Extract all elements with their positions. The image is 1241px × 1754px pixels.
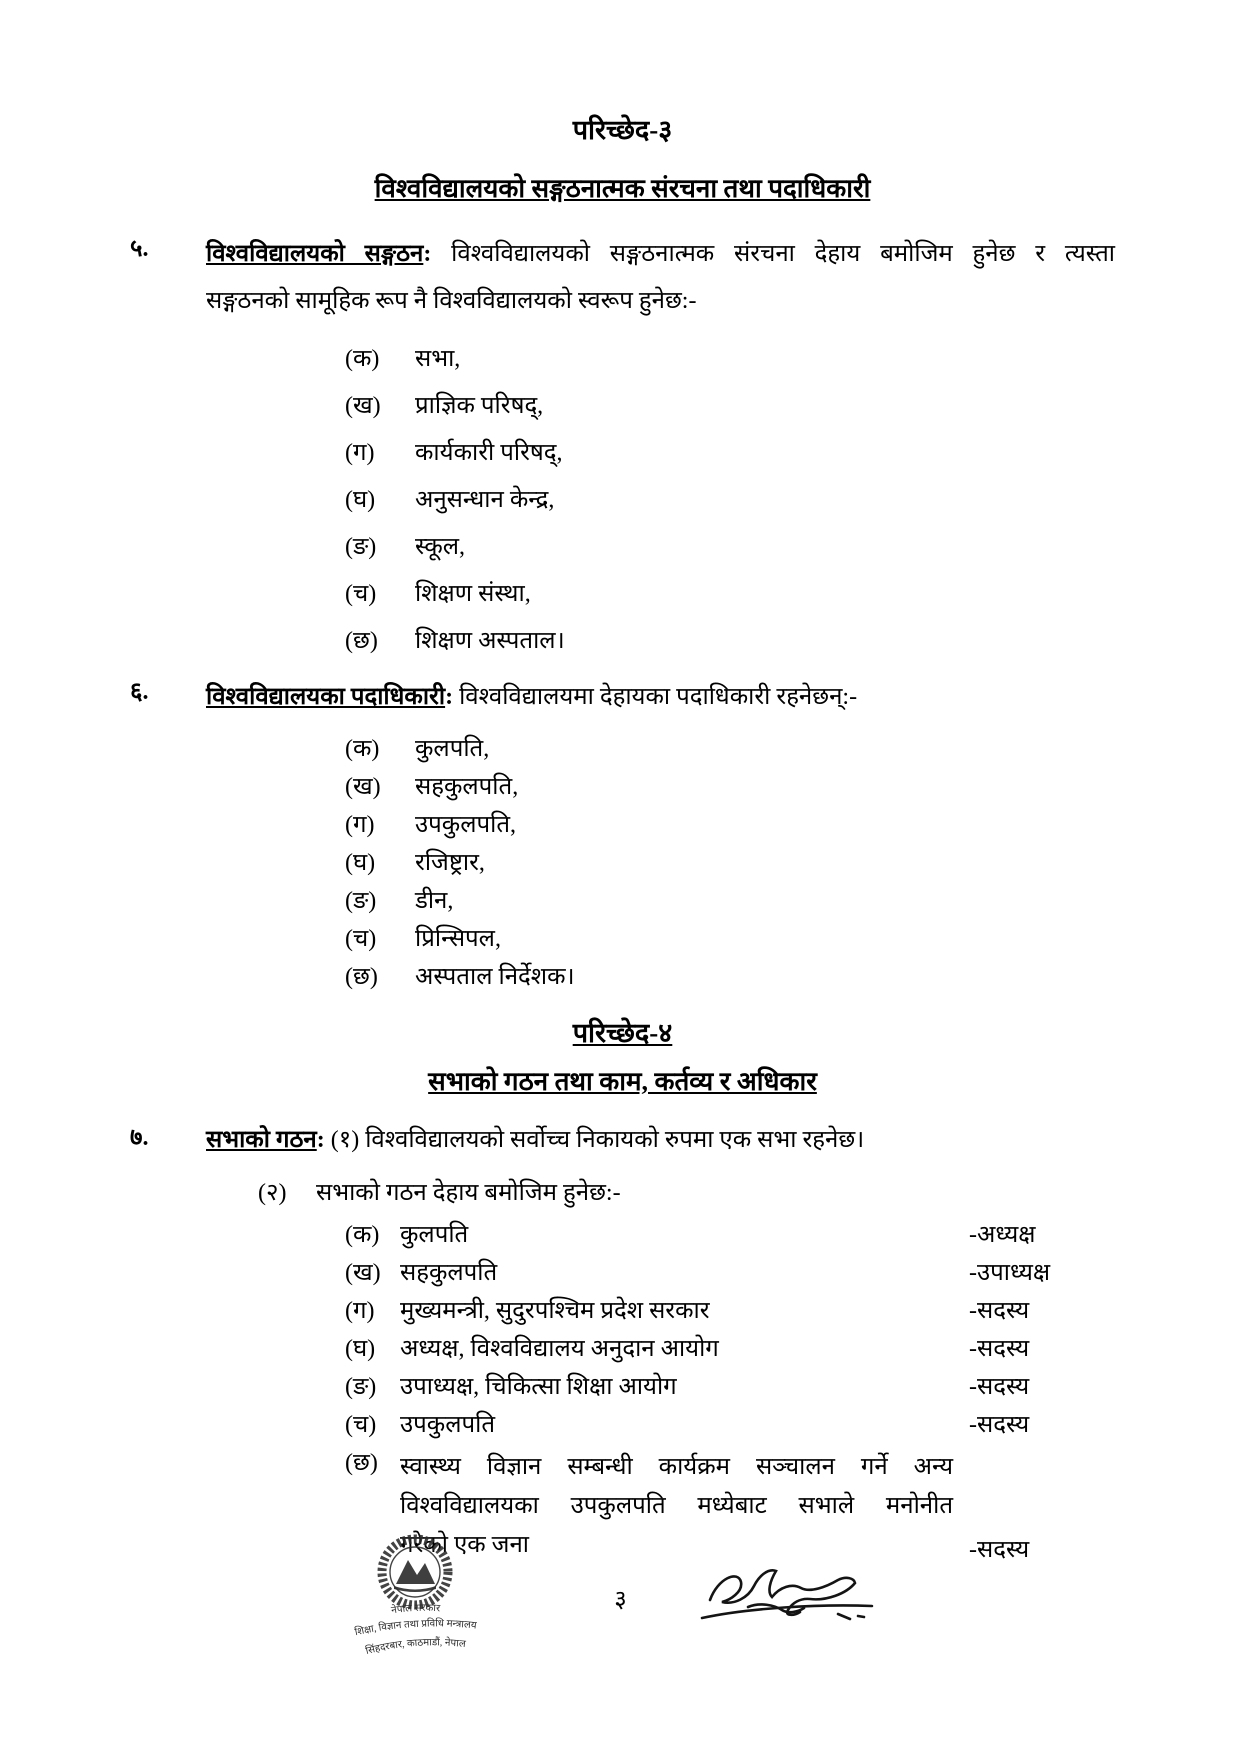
- signature: [688, 1552, 888, 1642]
- list-item-text: प्राज्ञिक परिषद्,: [415, 393, 544, 419]
- section-6-colon: :: [445, 684, 454, 710]
- member-text: उपकुलपति: [400, 1412, 496, 1438]
- member-label: (छ): [345, 1450, 378, 1476]
- svg-text:शिक्षा, विज्ञान तथा प्रविधि मन: [354, 1617, 478, 1638]
- stamp-text-line2: शिक्षा, विज्ञान तथा प्रविधि मन्त्रालय: [353, 1618, 478, 1639]
- section-6: [130, 674, 1115, 721]
- section-5-colon: :: [423, 241, 432, 267]
- list-item-label: (क): [345, 736, 380, 762]
- list-item: [345, 735, 1115, 763]
- member-row: [345, 1220, 1115, 1250]
- member-role: -अध्यक्ष: [969, 1222, 1036, 1248]
- chapter3-title: परिच्छेद-३: [572, 115, 673, 145]
- section-7-heading: सभाको गठन: [206, 1127, 317, 1153]
- member-role: -सदस्य: [969, 1298, 1030, 1324]
- list-item-text: शिक्षण संस्था,: [415, 581, 531, 607]
- list-item-label: (घ): [345, 850, 376, 876]
- list-item: [345, 773, 1115, 801]
- section-7-clause2: [258, 1178, 1115, 1208]
- list-item-text: सभा,: [415, 346, 461, 372]
- member-text: कुलपति: [400, 1222, 469, 1248]
- list-item-text: स्कूल,: [415, 534, 466, 560]
- section-6-list: [345, 735, 1115, 991]
- section-5-line2: सङ्गठनको सामूहिक रूप नै विश्वविद्यालयको स्वरूप हुनेछ:-: [206, 288, 697, 314]
- member-label: (ग): [345, 1298, 375, 1324]
- section-5-heading: विश्वविद्यालयको सङ्गठन: [206, 241, 424, 267]
- member-text: अध्यक्ष, विश्वविद्यालय अनुदान आयोग: [400, 1336, 719, 1362]
- section-6-body: विश्वविद्यालयमा देहायका पदाधिकारी रहनेछन्:-: [459, 684, 858, 710]
- list-item-text: अस्पताल निर्देशक।: [415, 964, 575, 990]
- list-item: [345, 439, 1115, 467]
- list-item: [345, 486, 1115, 514]
- list-item-label: (घ): [345, 487, 376, 513]
- list-item: [345, 925, 1115, 953]
- member-row: [345, 1372, 1115, 1402]
- list-item-label: (ग): [345, 812, 375, 838]
- list-item-text: कार्यकारी परिषद्,: [415, 440, 563, 466]
- list-item: [345, 963, 1115, 991]
- list-item-text: प्रिन्सिपल,: [415, 926, 501, 952]
- member-role: -सदस्य: [969, 1412, 1030, 1438]
- list-item: [345, 580, 1115, 608]
- section-7: [130, 1120, 1115, 1160]
- list-item-label: (छ): [345, 964, 378, 990]
- list-item-text: कुलपति,: [415, 736, 490, 762]
- section-7-number: ७.: [130, 1125, 149, 1151]
- member-role: -सदस्य: [969, 1374, 1030, 1400]
- list-item: [345, 533, 1115, 561]
- section-5-line1: [206, 231, 1115, 278]
- stamp-text-line3: सिंहदरबार, काठमाडौं, नेपाल: [364, 1637, 467, 1658]
- member-label: (च): [345, 1412, 377, 1438]
- clause2-text: सभाको गठन देहाय बमोजिम हुनेछ:-: [316, 1180, 621, 1206]
- chapter3-subtitle: विश्वविद्यालयको सङ्गठनात्मक संरचना तथा पदाधिकारी: [374, 174, 871, 203]
- member-text-line: गरेको एक जना: [400, 1532, 530, 1558]
- list-item-label: (च): [345, 581, 377, 607]
- section-5-body-line1: विश्वविद्यालयको सङ्गठनात्मक संरचना देहाय बमोजिम हुनेछ र त्यस्ता: [451, 241, 1115, 267]
- list-item: [345, 627, 1115, 655]
- member-text: सहकुलपति: [400, 1260, 498, 1286]
- member-label: (क): [345, 1222, 380, 1248]
- member-label: (ङ): [345, 1374, 377, 1400]
- member-row: [345, 1258, 1115, 1288]
- list-item-label: (ग): [345, 440, 375, 466]
- assembly-members-table: [345, 1220, 1115, 1565]
- svg-text:सिंहदरबार, काठमाडौं, नेपाल: [364, 1636, 466, 1657]
- member-role: -सदस्य: [969, 1336, 1030, 1362]
- section-7-clause1: (१) विश्वविद्यालयको सर्वोच्च निकायको रुपमा एक सभा रहनेछ।: [330, 1127, 865, 1153]
- signature-icon: [688, 1552, 888, 1642]
- member-row: [345, 1334, 1115, 1364]
- member-role: -उपाध्यक्ष: [969, 1260, 1051, 1286]
- list-item-text: उपकुलपति,: [415, 812, 517, 838]
- section-6-line: [206, 674, 1115, 721]
- member-role: -सदस्य: [969, 1537, 1030, 1563]
- list-item: [345, 811, 1115, 839]
- list-item-text: सहकुलपति,: [415, 774, 519, 800]
- list-item-text: शिक्षण अस्पताल।: [415, 628, 565, 654]
- section-5-list: [345, 345, 1115, 655]
- member-label: (ख): [345, 1260, 381, 1286]
- member-row: [345, 1296, 1115, 1326]
- list-item: [345, 849, 1115, 877]
- section-6-heading: विश्वविद्यालयका पदाधिकारी: [206, 684, 446, 710]
- section-7-line: [206, 1120, 1115, 1160]
- list-item-label: (ङ): [345, 534, 377, 560]
- member-text-line: विश्वविद्यालयका उपकुलपति मध्येबाट सभाले मनोनीत: [400, 1493, 953, 1519]
- chapter4-title: परिच्छेद-४: [572, 1018, 673, 1048]
- member-text: मुख्यमन्त्री, सुदुरपश्चिम प्रदेश सरकार: [400, 1298, 710, 1324]
- list-item-label: (ख): [345, 393, 381, 419]
- member-text-line: स्वास्थ्य विज्ञान सम्बन्धी कार्यक्रम सञ्चालन गर्ने अन्य: [400, 1454, 953, 1480]
- list-item-label: (च): [345, 926, 377, 952]
- member-label: (घ): [345, 1336, 376, 1362]
- list-item-label: (ख): [345, 774, 381, 800]
- member-text: उपाध्यक्ष, चिकित्सा शिक्षा आयोग: [400, 1374, 677, 1400]
- stamp-text-line1: नेपाल सरकार: [390, 1602, 441, 1617]
- section-6-number: ६.: [130, 679, 149, 705]
- section-7-colon: :: [316, 1127, 325, 1153]
- list-item: [345, 392, 1115, 420]
- list-item-label: (छ): [345, 628, 378, 654]
- section-5-number: ५.: [130, 236, 149, 262]
- list-item-text: डीन,: [415, 888, 454, 914]
- list-item-text: अनुसन्धान केन्द्र,: [415, 487, 555, 513]
- list-item-label: (ङ): [345, 888, 377, 914]
- chapter4-subtitle: सभाको गठन तथा काम, कर्तव्य र अधिकार: [428, 1067, 817, 1096]
- section-5: [130, 231, 1115, 325]
- list-item-label: (क): [345, 346, 380, 372]
- list-item: [345, 887, 1115, 915]
- list-item-text: रजिष्ट्रार,: [415, 850, 485, 876]
- member-row: [345, 1410, 1115, 1440]
- clause2-label: (२): [258, 1180, 287, 1206]
- list-item: [345, 345, 1115, 373]
- page-number: ३: [614, 1587, 627, 1613]
